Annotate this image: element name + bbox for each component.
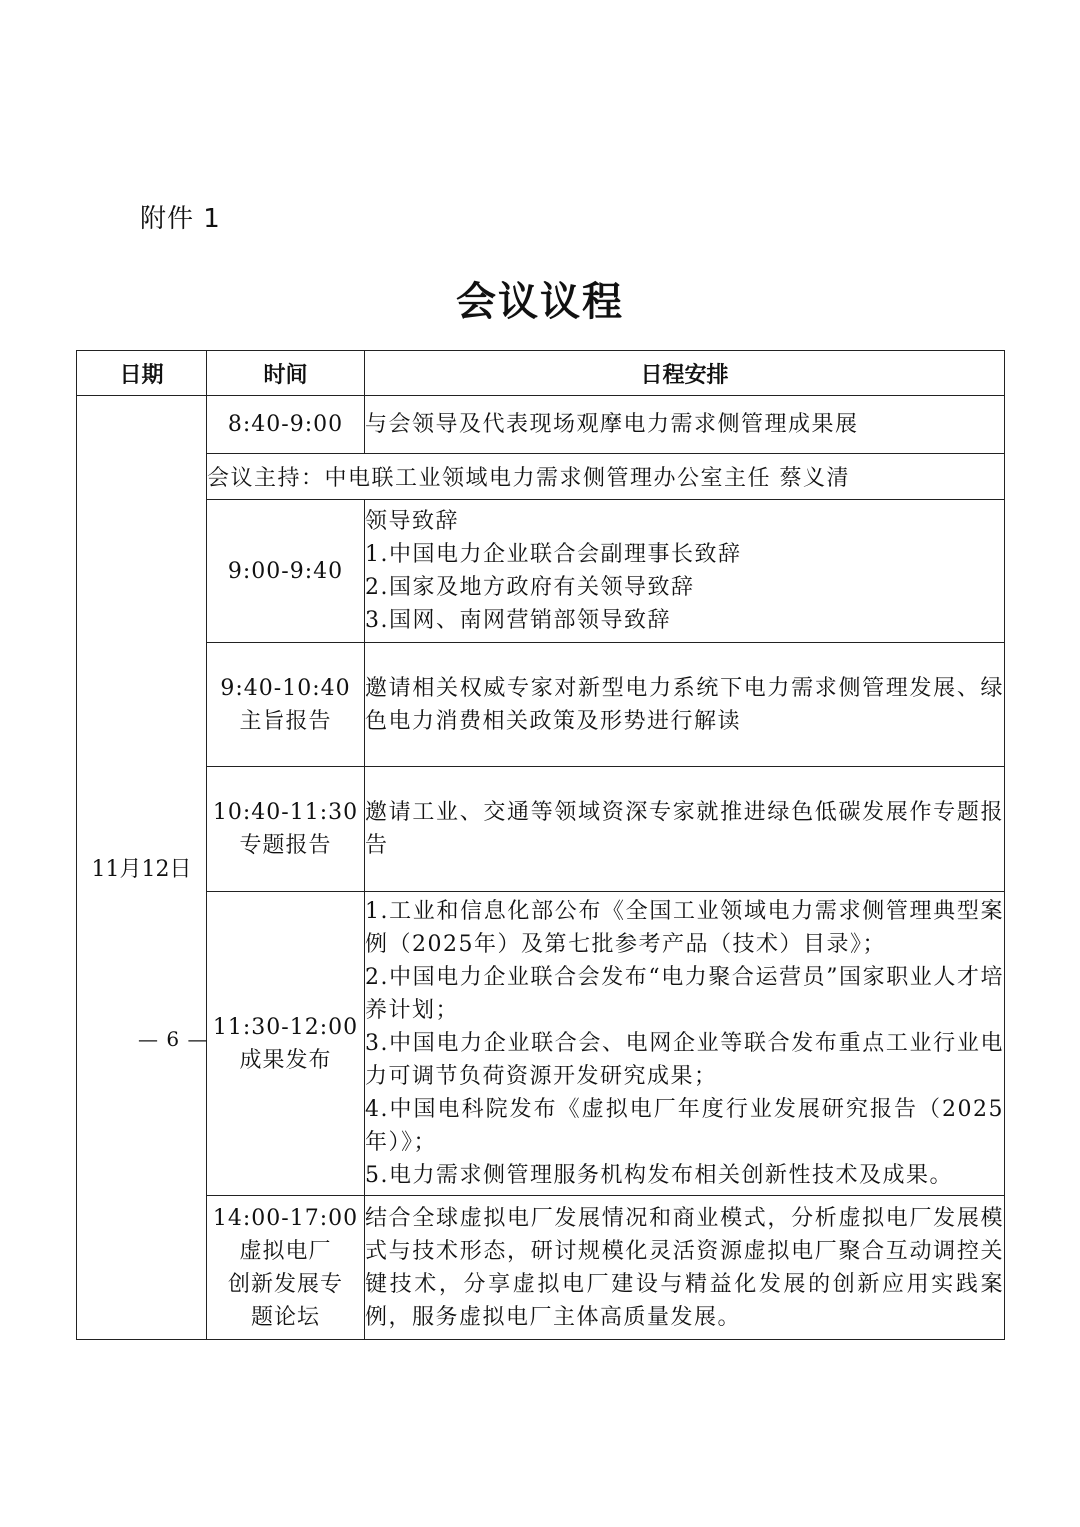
attachment-label: 附件 1	[140, 204, 221, 234]
schedule-line: 1.中国电力企业联合会副理事长致辞	[365, 542, 742, 567]
schedule-cell	[365, 500, 1005, 643]
schedule-line: 4.中国电科院发布《虚拟电厂年度行业发展研究报告（2025年）》；	[365, 1097, 1004, 1155]
table-row	[77, 767, 1005, 892]
table-row	[77, 396, 1005, 454]
table-row	[77, 643, 1005, 767]
schedule-cell	[365, 643, 1005, 767]
schedule-line: 3.国网、南网营销部领导致辞	[365, 608, 671, 633]
schedule-cell	[365, 396, 1005, 454]
time-line: 题论坛	[250, 1304, 320, 1330]
schedule-line: 领导致辞	[365, 509, 460, 534]
time-cell	[207, 1196, 365, 1340]
schedule-cell	[365, 1196, 1005, 1340]
time-line: 成果发布	[239, 1047, 332, 1073]
host-cell: 会议主持：中电联工业领域电力需求侧管理办公室主任 蔡义清	[207, 454, 1005, 500]
time-cell	[207, 643, 365, 767]
table-row	[77, 892, 1005, 1196]
time-line: 14:00-17:00	[212, 1205, 359, 1231]
page-number: — 6 —	[138, 1027, 209, 1051]
schedule-line: 5.电力需求侧管理服务机构发布相关创新性技术及成果。	[365, 1163, 953, 1188]
time-line: 9:00-9:40	[227, 558, 344, 584]
schedule-line: 邀请相关权威专家对新型电力系统下电力需求侧管理发展、绿色电力消费相关政策及形势进行解读	[365, 675, 1004, 734]
agenda-table	[76, 350, 1005, 1340]
time-cell	[207, 767, 365, 892]
date-cell: 11月12日	[77, 396, 207, 1340]
time-line: 虚拟电厂	[239, 1238, 332, 1264]
schedule-line: 2.中国电力企业联合会发布“电力聚合运营员”国家职业人才培养计划；	[365, 965, 1004, 1023]
schedule-line: 2.国家及地方政府有关领导致辞	[365, 575, 695, 600]
table-header-row	[77, 351, 1005, 396]
time-cell	[207, 396, 365, 454]
time-line: 9:40-10:40	[220, 675, 351, 701]
time-line: 专题报告	[239, 833, 332, 858]
schedule-line: 邀请工业、交通等领域资深专家就推进绿色低碳发展作专题报告	[365, 800, 1004, 858]
time-line: 主旨报告	[239, 708, 332, 734]
schedule-line: 1.工业和信息化部公布《全国工业领域电力需求侧管理典型案例（2025年）及第七批参考产品（技术）目录》；	[365, 899, 1004, 957]
time-line: 8:40-9:00	[227, 412, 344, 437]
column-header-time: 时间	[207, 351, 365, 396]
schedule-cell	[365, 892, 1005, 1196]
column-header-date: 日期	[77, 351, 207, 396]
time-line: 11:30-12:00	[212, 1014, 359, 1040]
page-title: 会议议程	[456, 279, 624, 325]
table-row	[77, 500, 1005, 643]
time-line: 创新发展专	[227, 1271, 343, 1297]
time-cell	[207, 500, 365, 643]
schedule-cell	[365, 767, 1005, 892]
schedule-line: 3.中国电力企业联合会、电网企业等联合发布重点工业行业电力可调节负荷资源开发研究成果；	[365, 1031, 1004, 1089]
schedule-line: 与会领导及代表现场观摩电力需求侧管理成果展	[365, 412, 859, 437]
time-cell	[207, 892, 365, 1196]
time-line: 10:40-11:30	[212, 800, 359, 825]
table-row	[77, 454, 1005, 500]
column-header-schedule: 日程安排	[365, 351, 1005, 396]
table-row	[77, 1196, 1005, 1340]
schedule-line: 结合全球虚拟电厂发展情况和商业模式，分析虚拟电厂发展模式与技术形态，研讨规模化灵活资源虚拟电厂聚合互动调控关键技术，分享虚拟电厂建设与精益化发展的创新应用实践案例，服务虚拟电厂主体高质量发展。	[365, 1205, 1004, 1330]
